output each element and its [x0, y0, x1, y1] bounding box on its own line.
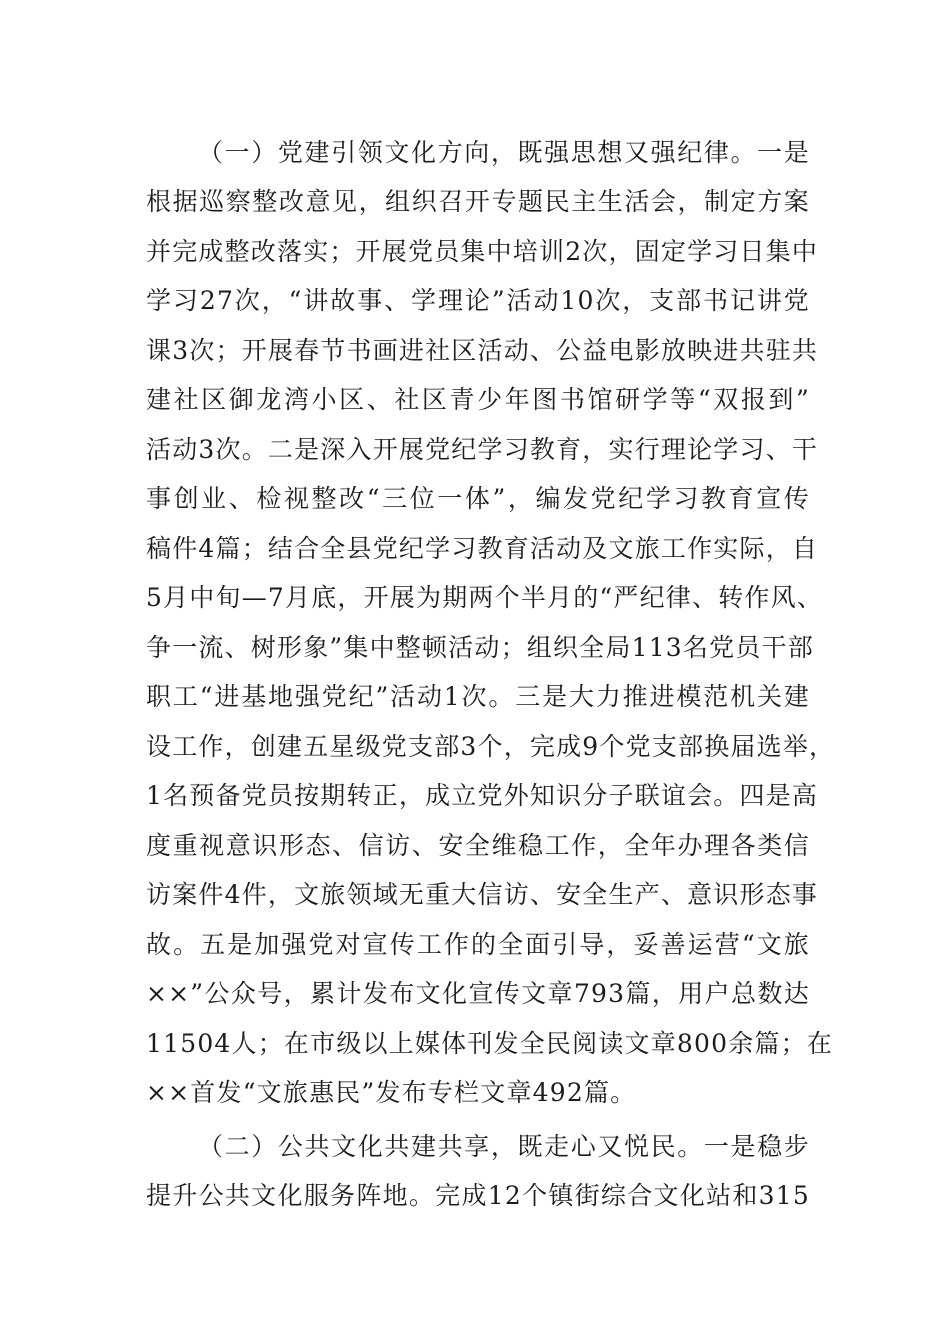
- paragraph-1-line-20: ××首发“文旅惠民”发布专栏文章492篇。: [146, 1078, 637, 1107]
- paragraph-1-line-18: ××”公众号，累计发布文化宣传文章793篇，用户总数达: [146, 979, 810, 1008]
- paragraph-2-line-1: （二）公共文化共建共享，既走心又悦民。一是稳步: [198, 1132, 810, 1161]
- paragraph-1-line-4: 学习27次，“讲故事、学理论”活动10次，支部书记讲党: [146, 286, 810, 315]
- paragraph-1-line-9: 稿件4篇；结合全县党纪学习教育活动及文旅工作实际，自: [146, 534, 819, 563]
- paragraph-1-line-10: 5月中旬—7月底，开展为期两个半月的“严纪律、转作风、: [146, 583, 823, 612]
- paragraph-1-line-19: 11504人；在市级以上媒体刊发全民阅读文章800余篇；在: [146, 1029, 834, 1058]
- paragraph-1-line-14: 1名预备党员按期转正，成立党外知识分子联谊会。四是高: [146, 781, 819, 810]
- paragraph-1-line-12: 职工“进基地强党纪”活动1次。三是大力推进模范机关建: [146, 682, 810, 711]
- paragraph-1-line-15: 度重视意识形态、信访、安全维稳工作，全年办理各类信: [146, 831, 810, 860]
- paragraph-1-line-13: 设工作，创建五星级党支部3个，完成9个党支部换届选举，: [146, 732, 836, 761]
- paragraph-1-line-1: （一）党建引领文化方向，既强思想又强纪律。一是: [198, 138, 810, 167]
- paragraph-2-line-2: 提升公共文化服务阵地。完成12个镇街综合文化站和315: [146, 1181, 810, 1210]
- paragraph-1-line-17: 故。五是加强党对宣传工作的全面引导，妥善运营“文旅: [146, 930, 810, 959]
- paragraph-1-line-7: 活动3次。二是深入开展党纪学习教育，实行理论学习、干: [146, 435, 819, 464]
- paragraph-1-line-2: 根据巡察整改意见，组织召开专题民主生活会，制定方案: [146, 187, 810, 216]
- paragraph-1-line-11: 争一流、树形象”集中整顿活动；组织全局113名党员干部: [146, 633, 814, 662]
- paragraph-1-line-5: 课3次；开展春节书画进社区活动、公益电影放映进共驻共: [146, 336, 819, 365]
- paragraph-1-line-16: 访案件4件，文旅领域无重大信访、安全生产、意识形态事: [146, 880, 819, 909]
- paragraph-1-line-6: 建社区御龙湾小区、社区青少年图书馆研学等“双报到”: [146, 385, 810, 414]
- paragraph-1-line-8: 事创业、检视整改“三位一体”，编发党纪学习教育宣传: [146, 484, 810, 513]
- paragraph-1-line-3: 并完成整改落实；开展党员集中培训2次，固定学习日集中: [146, 237, 819, 266]
